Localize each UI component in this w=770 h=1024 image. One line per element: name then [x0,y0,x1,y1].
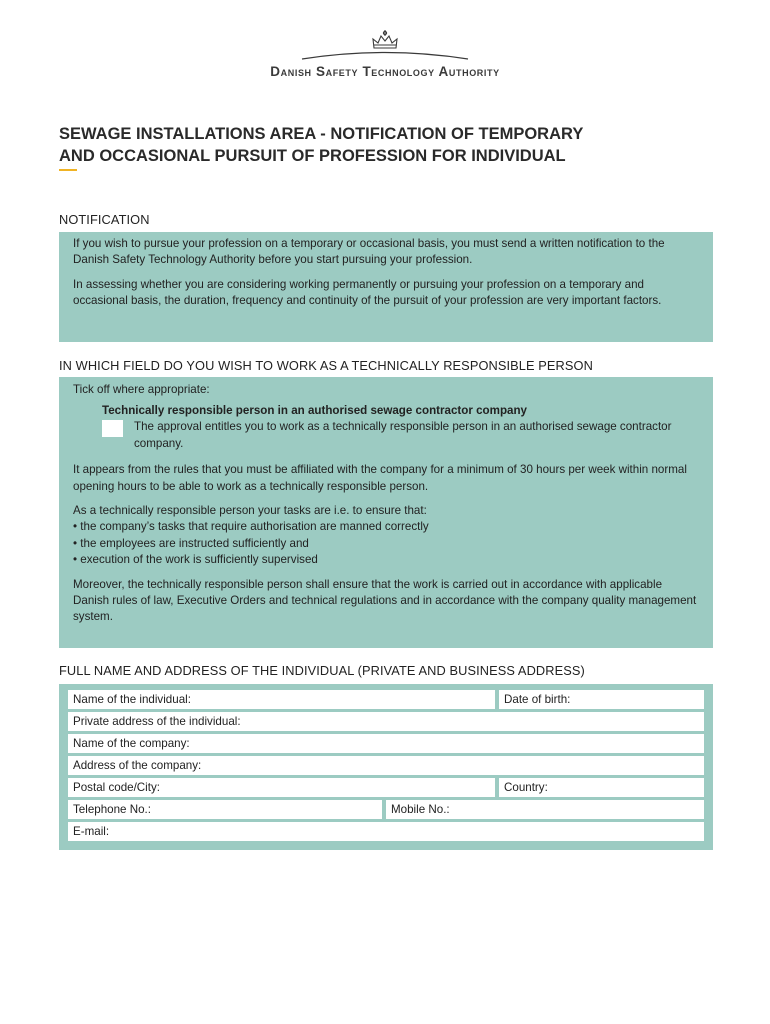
postal-code-city-field[interactable]: Postal code/City: [68,778,495,797]
individual-name-field[interactable]: Name of the individual: [68,690,495,709]
date-of-birth-field[interactable]: Date of birth: [499,690,704,709]
mobile-field[interactable]: Mobile No.: [386,800,704,819]
private-address-field[interactable]: Private address of the individual: [68,712,704,731]
moreover-text: Moreover, the technically responsible person shall ensure that the work is carried out in accordance with applicable Danish rules of law, Executive Orders and technical regulations and in accordance with the company quality management system. [73,577,697,624]
company-address-field[interactable]: Address of the company: [68,756,704,775]
task-item: • execution of the work is sufficiently supervised [73,553,318,567]
crown-icon [300,28,470,64]
address-heading: FULL NAME AND ADDRESS OF THE INDIVIDUAL (PRIVATE AND BUSINESS ADDRESS) [59,663,585,678]
page-title-line2: AND OCCASIONAL PURSUIT OF PROFESSION FOR INDIVIDUAL [59,147,566,165]
notification-heading: NOTIFICATION [59,212,150,227]
email-field[interactable]: E-mail: [68,822,704,841]
option-title: Technically responsible person in an authorised sewage contractor company [102,404,528,418]
tick-instruction: Tick off where appropriate: [73,383,210,396]
notification-paragraph-2: In assessing whether you are considering working permanently or pursuing your profession on a temporary and occasional basis, the duration, frequency and continuity of the pursuit of your profession are very important factors. [73,277,662,308]
company-name-field[interactable]: Name of the company: [68,734,704,753]
option-description: The approval entitles you to work as a technically responsible person in an authorised sewage contractor company. [134,420,672,450]
option-row [102,419,699,452]
task-item: • the employees are instructed sufficiently and [73,536,309,550]
agency-logo [0,28,770,88]
sewage-contractor-checkbox[interactable] [102,420,123,437]
affiliation-text: It appears from the rules that you must be affiliated with the company for a minimum of 30 hours per week within normal opening hours to be able to work as a technically responsible person. [73,463,687,493]
field-heading: IN WHICH FIELD DO YOU WISH TO WORK AS A TECHNICALLY RESPONSIBLE PERSON [59,358,593,373]
task-item: • the company’s tasks that require authorisation are manned correctly [73,520,429,534]
telephone-field[interactable]: Telephone No.: [68,800,382,819]
title-accent-dash [59,169,77,171]
agency-name: Danish Safety Technology Authority [270,64,500,79]
field-panel [59,377,713,648]
page-title [59,123,699,167]
country-field[interactable]: Country: [499,778,704,797]
address-panel [59,684,713,850]
tasks-intro: As a technically responsible person your tasks are i.e. to ensure that: [73,504,427,518]
notification-panel [59,232,713,342]
notification-paragraph-1: If you wish to pursue your profession on a temporary or occasional basis, you must send a written notification to the Danish Safety Technology Authority before you start pursuing your profession. [73,237,665,267]
page-title-line1: SEWAGE INSTALLATIONS AREA - NOTIFICATION OF TEMPORARY [59,125,584,143]
